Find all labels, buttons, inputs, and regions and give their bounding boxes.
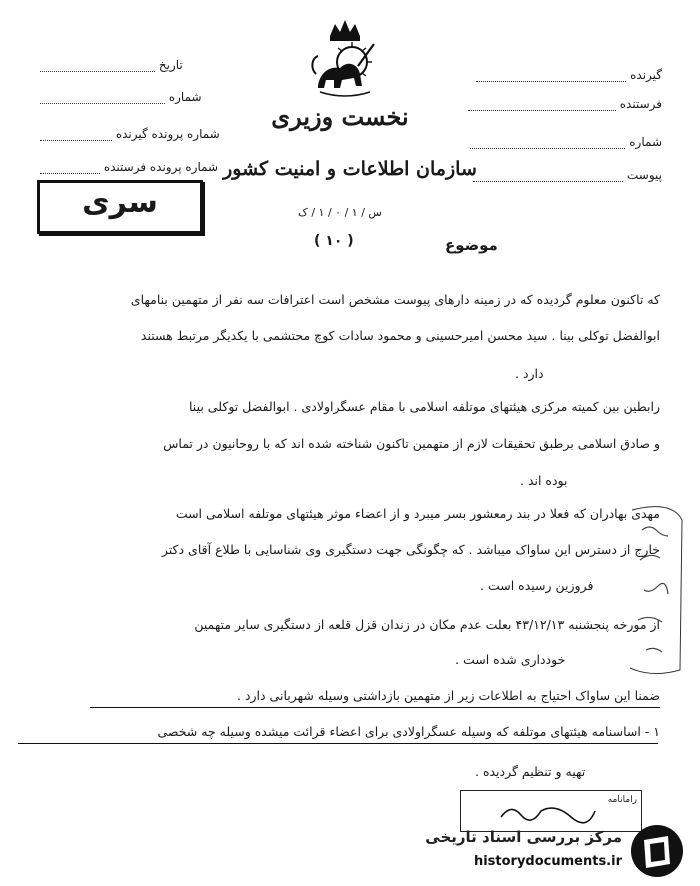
body-line-12-underline — [90, 707, 660, 708]
organization-subtitle: سازمان اطلاعات و امنیت کشور — [223, 158, 477, 180]
attachment-label: پیوست — [627, 168, 662, 182]
recipient-label: گیرنده — [630, 68, 662, 82]
date-label: تاریخ — [158, 58, 183, 72]
subject-label: موضوع — [445, 236, 498, 254]
sender-label: فرستنده — [619, 97, 662, 111]
recipient-field — [476, 68, 662, 82]
sender-field — [468, 97, 662, 111]
recipient-file-field — [40, 127, 220, 141]
body-line-4: رابطین بین کمیته مرکزی هیئتهای موتلفه اسلامی با مقام عسگراولادی . ابوالفضل توکلی بینا — [189, 399, 660, 414]
body-line-6: بوده اند . — [520, 473, 568, 488]
body-line-1: که تاکنون معلوم گردیده که در زمینه دارهای پیوست مشخص است اعترافات سه نفر از متهمین بنامهای — [130, 292, 660, 307]
signature-box-label: رامانامه — [607, 795, 637, 805]
archive-watermark — [420, 822, 692, 880]
organization-title: نخست وزیری — [271, 102, 409, 131]
sender-file-label: شماره پرونده فرستنده — [103, 160, 219, 174]
number-field-left — [40, 90, 202, 104]
classification-text: سری — [82, 185, 158, 220]
classification-stamp — [37, 180, 203, 234]
lion-and-sun-emblem — [300, 14, 390, 104]
page-number: ( ۱۰ ) — [314, 233, 354, 249]
watermark-url: historydocuments.ir — [473, 854, 622, 869]
recipient-file-label: شماره پرونده گیرنده — [115, 127, 220, 141]
sender-file-field — [40, 160, 218, 174]
watermark-title: مرکز بررسی اسناد تاریخی — [425, 828, 622, 846]
handwritten-margin-note — [622, 500, 692, 680]
number-label-right: شماره — [629, 135, 662, 149]
date-field — [40, 58, 183, 72]
body-line-3: دارد . — [515, 366, 544, 381]
attachment-field — [473, 168, 662, 182]
body-line-2: ابوالفضل توکلی بینا . سید محسن امیرحسینی و محمود سادات کوچ محتشمی با یکدیگر مرتبط هستند — [140, 328, 660, 343]
body-line-11: خودداری شده است . — [455, 652, 566, 667]
number-field-right — [470, 135, 662, 149]
body-line-7: مهدی بهادران که فعلا در بند رمعشور بسر میبرد و از اعضاء موثر هیئتهای موتلفه اسلامی است — [175, 506, 660, 521]
body-line-13: ۱ - اساسنامه هیئتهای موتلفه که وسیله عسگراولادی برای اعضاء قرائت میشده وسیله چه شخصی — [157, 724, 660, 739]
body-line-9: فروزین رسیده است . — [480, 578, 594, 593]
body-line-13-underline — [18, 743, 658, 744]
body-line-14: تهیه و تنظیم گردیده . — [475, 764, 586, 779]
archive-logo-icon — [628, 822, 686, 880]
reference-code: س / ۱ / ۰ / ۱ / ک — [298, 206, 382, 219]
body-line-5: و صادق اسلامی برطبق تحقیقات لازم از متهمین تاکنون شناخته شده اند که با روحانیون در تماس — [163, 436, 660, 451]
body-line-12: ضمنا این ساواک احتیاج به اطلاعات زیر از متهمین بازداشتی وسیله شهربانی دارد . — [237, 688, 660, 703]
body-line-8: خارج از دسترس این ساواک میباشد . که چگونگی جهت دستگیری وی شناسایی با طلاع آقای دکتر — [161, 542, 660, 557]
number-label-left: شماره — [168, 90, 202, 104]
body-line-10: از مورخه پنجشنبه ۴۳/۱۲/۱۳ بعلت عدم مکان در زندان قزل قلعه از دستگیری سایر متهمین — [194, 617, 660, 632]
